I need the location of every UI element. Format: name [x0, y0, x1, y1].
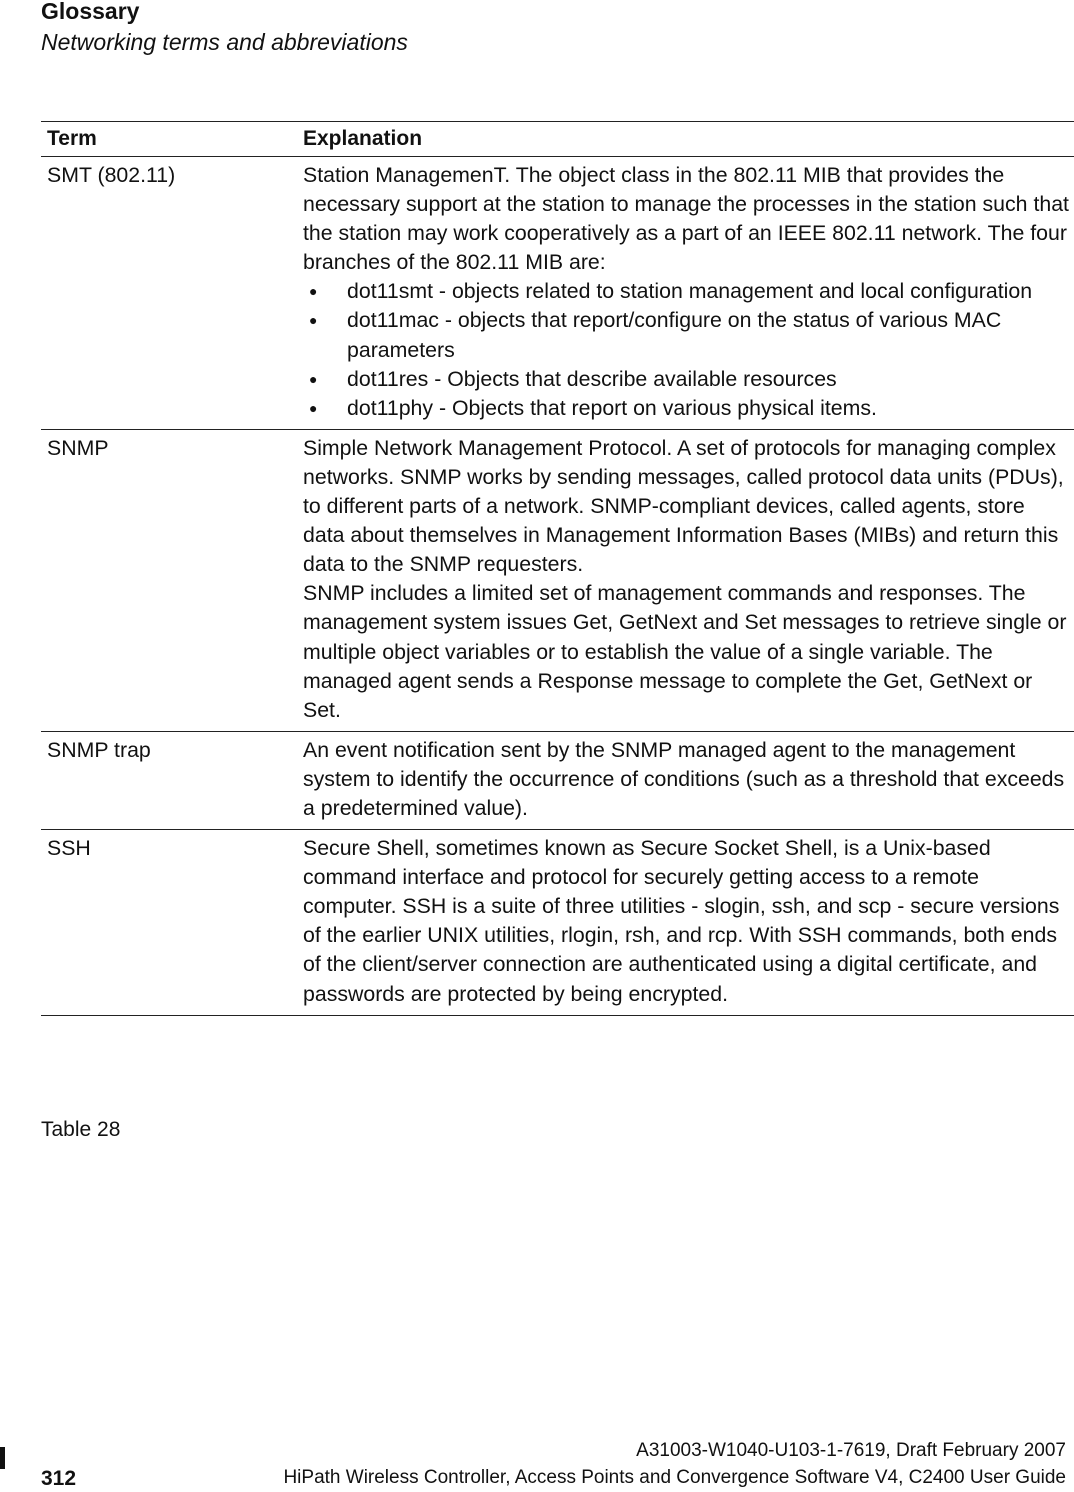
explanation-text: SNMP includes a limited set of management commands and responses. The management system issues Get, GetNext and Set messages to retrieve single or multiple object variables or to establish the value of a single variable. The managed agent sends a Response message to complete the Get, GetNext or Set. — [303, 581, 1067, 722]
bullet-item — [303, 394, 1070, 423]
column-header-term: Term — [47, 127, 97, 150]
table-caption: Table 28 — [41, 1118, 121, 1141]
page-subtitle: Networking terms and abbreviations — [41, 29, 408, 55]
bullet-icon: ● — [309, 312, 318, 329]
term-cell: SSH — [47, 836, 91, 861]
term-cell: SNMP trap — [47, 737, 151, 762]
bullet-text: dot11res - Objects that describe available resources — [347, 366, 837, 391]
bullet-item — [303, 277, 1070, 306]
bullet-icon: ● — [309, 370, 318, 387]
bullet-icon: ● — [309, 399, 318, 416]
bullet-item — [303, 365, 1070, 394]
term-cell: SNMP — [47, 435, 109, 460]
explanation-cell — [303, 161, 1074, 423]
table-row — [41, 430, 1074, 732]
column-header-explanation: Explanation — [303, 127, 423, 150]
term-cell: SMT (802.11) — [47, 163, 176, 187]
explanation-cell: An event notification sent by the SNMP managed agent to the management system to identify the occurrence of conditions (such as a threshold that exceeds a predetermined value). — [303, 737, 1065, 820]
bullet-text: dot11smt - objects related to station management and local configuration — [347, 279, 1033, 304]
table-row — [41, 830, 1074, 1016]
explanation-text: Simple Network Management Protocol. A set of protocols for managing complex networks. SNMP works by sending messages, called protocol data units (PDUs), to different parts of a network. SNMP-compliant devices, called agents, store data about themselves in Management Information Bases (MIBs) and return this data to the SNMP requesters. — [303, 435, 1064, 577]
page-number: 312 — [41, 1467, 77, 1490]
table-row — [41, 157, 1074, 430]
table-header — [41, 122, 1074, 157]
bullet-text: dot11mac - objects that report/configure on the status of various MAC parameters — [347, 308, 1002, 362]
explanation-cell: Secure Shell, sometimes known as Secure Socket Shell, is a Unix-based command interface and protocol for securely getting access to a remote computer. SSH is a suite of three utilities - slogin, ssh, and scp - secure versions of the earlier UNIX utilities, rlogin, rsh, and rcp. With SSH commands, both ends of the client/server connection are authenticated using a digital certificate, and passwords are protected by being encrypted. — [303, 836, 1060, 1006]
bullet-text: dot11phy - Objects that report on various physical items. — [347, 395, 877, 420]
change-bar — [0, 1447, 5, 1469]
bullet-item — [303, 306, 1070, 364]
footer-guide-title: HiPath Wireless Controller, Access Points and Convergence Software V4, C2400 User Guide — [283, 1467, 1066, 1488]
table-row — [41, 732, 1074, 830]
explanation-cell — [303, 434, 1074, 725]
footer-doc-id: A31003-W1040-U103-1-7619, Draft February 2007 — [636, 1440, 1066, 1461]
bullet-icon: ● — [309, 283, 318, 300]
glossary-table — [41, 121, 1074, 1016]
page-title: Glossary — [41, 0, 140, 24]
explanation-text: Station ManagemenT. The object class in the 802.11 MIB that provides the necessary support at the station to manage the processes in the station such that the station may work cooperatively as a part of an IEEE 802.11 network. The four branches of the 802.11 MIB are: — [303, 163, 1069, 275]
